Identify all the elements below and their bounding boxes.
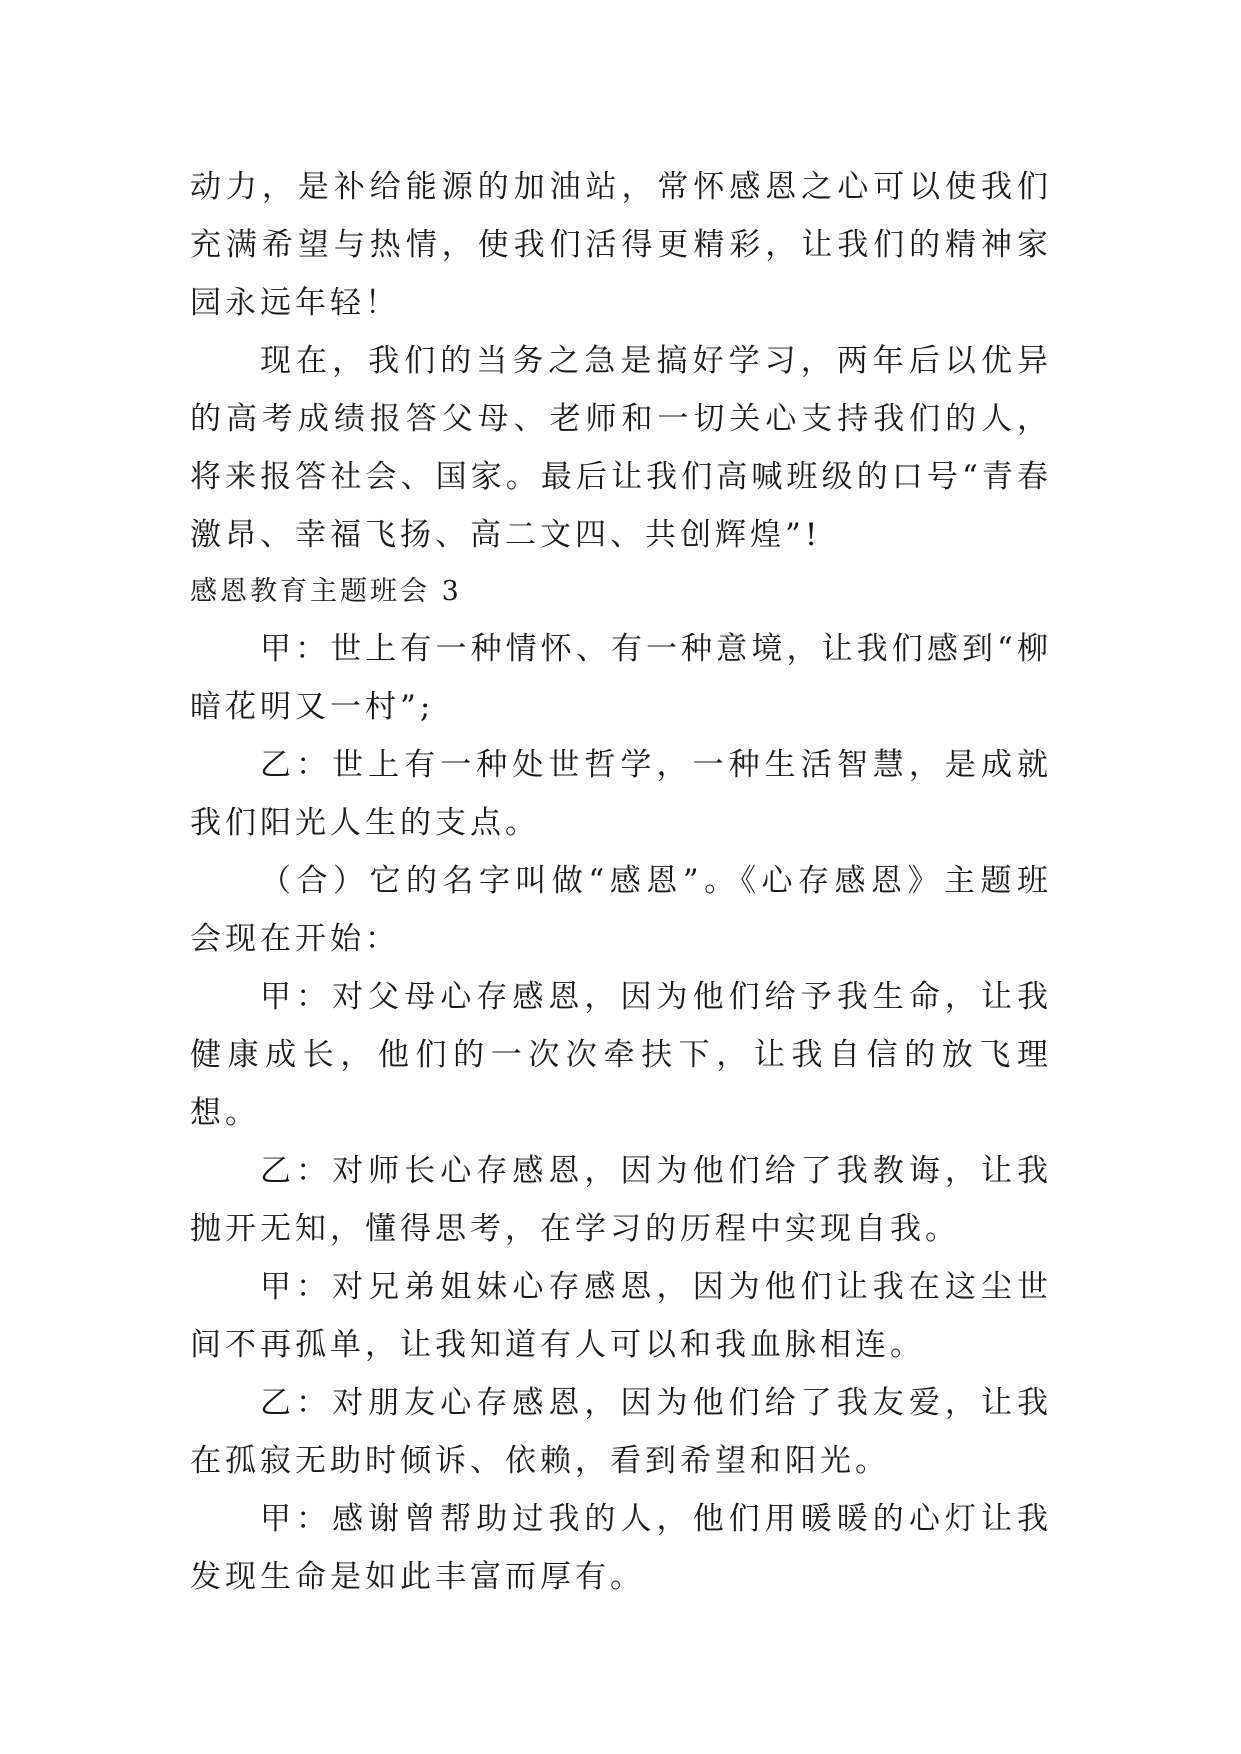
document-body [190, 158, 1052, 1606]
paragraph-continued: 动力，是补给能源的加油站，常怀感恩之心可以使我们充满希望与热情，使我们活得更精彩，让我们的精神家园永远年轻！ [190, 169, 1052, 321]
section-heading: 感恩教育主题班会 3 [190, 576, 462, 607]
dialogue-paragraph: 甲：世上有一种情怀、有一种意境，让我们感到“柳暗花明又一村”; [190, 631, 1052, 725]
dialogue-paragraph: 甲：感谢曾帮助过我的人，他们用暖暖的心灯让我发现生命是如此丰富而厚有。 [190, 1501, 1052, 1595]
dialogue-paragraph: 甲：对兄弟姐妹心存感恩，因为他们让我在这尘世间不再孤单，让我知道有人可以和我血脉相连。 [190, 1269, 1052, 1363]
dialogue-paragraph: （合）它的名字叫做“感恩”。《心存感恩》主题班会现在开始： [190, 863, 1052, 957]
dialogue-paragraph: 乙：对朋友心存感恩，因为他们给了我友爱，让我在孤寂无助时倾诉、依赖，看到希望和阳光。 [190, 1385, 1052, 1479]
dialogue-paragraph: 乙：世上有一种处世哲学，一种生活智慧，是成就我们阳光人生的支点。 [190, 747, 1052, 841]
paragraph-closing: 现在，我们的当务之急是搞好学习，两年后以优异的高考成绩报答父母、老师和一切关心支持我们的人，将来报答社会、国家。最后让我们高喊班级的口号“青春激昂、幸福飞扬、高二文四、共创辉煌”! [190, 343, 1052, 553]
dialogue-paragraph: 乙：对师长心存感恩，因为他们给了我教诲，让我抛开无知，懂得思考，在学习的历程中实现自我。 [190, 1153, 1052, 1247]
dialogue-paragraph: 甲：对父母心存感恩，因为他们给予我生命，让我健康成长，他们的一次次牵扶下，让我自信的放飞理想。 [190, 979, 1052, 1131]
